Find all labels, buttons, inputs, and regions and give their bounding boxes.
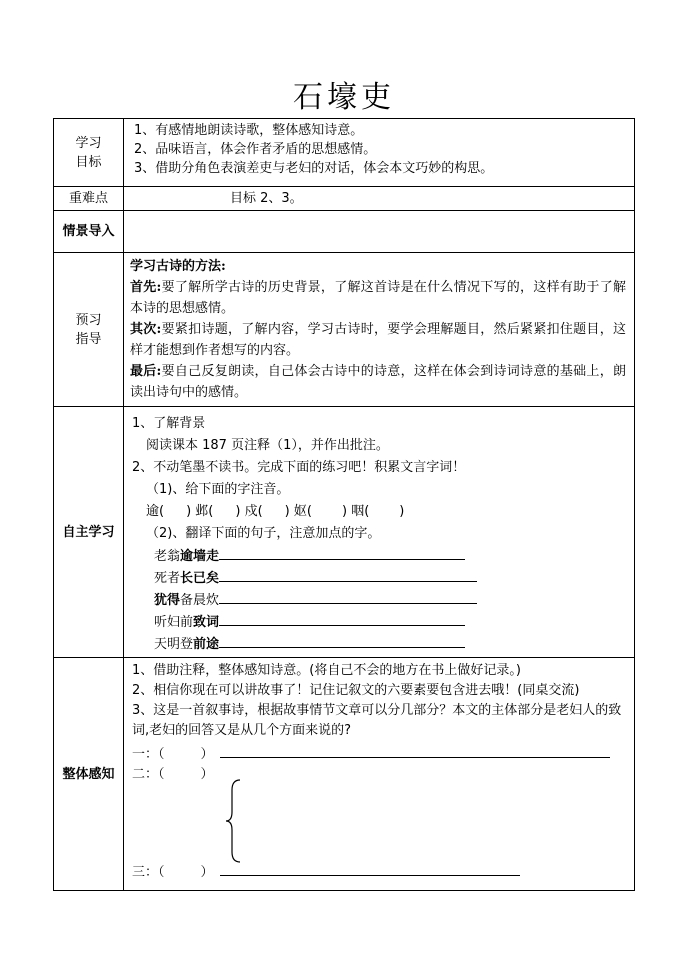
translation-line[interactable] bbox=[219, 633, 465, 648]
translate-row bbox=[154, 567, 628, 589]
overview-item: 2、相信你现在可以讲故事了！记住记叙文的六要素要包含进去哦！(同桌交流) bbox=[132, 683, 580, 698]
preview-item bbox=[130, 361, 626, 403]
preview-item-lead: 最后: bbox=[130, 364, 162, 379]
self-study-sub1: （1)、给下面的字注音。 bbox=[146, 482, 290, 497]
lesson-table bbox=[53, 118, 635, 891]
preview-item-lead: 首先: bbox=[130, 280, 162, 295]
translate-row bbox=[154, 633, 628, 655]
paren-close: ） bbox=[200, 767, 214, 782]
part-row bbox=[132, 765, 628, 785]
sentence-pre: 天明登 bbox=[154, 637, 194, 652]
preview-item-text: 要紧扣诗题，了解内容，学习古诗时，要学会理解题目，然后紧紧扣住题目，这样才能想到作者想写的内容。 bbox=[130, 322, 626, 358]
sentence-key: 长已矣 bbox=[180, 571, 220, 586]
sentence-key: 犹得 bbox=[154, 593, 181, 608]
part-label: 一： bbox=[132, 747, 159, 762]
pinyin-char: 妪( bbox=[293, 504, 312, 519]
translate-row bbox=[154, 611, 628, 633]
goals-label-line1: 学习 bbox=[75, 135, 102, 151]
key-points-text: 目标 2、3。 bbox=[230, 191, 303, 206]
goal-item: 3、借助分角色表演差吏与老妇的对话，体会本文巧妙的构思。 bbox=[134, 161, 494, 176]
key-points-label: 重难点 bbox=[54, 187, 124, 211]
sentence-key: 致词 bbox=[193, 615, 220, 630]
goal-item: 2、品味语言，体会作者矛盾的思想感情。 bbox=[134, 142, 377, 157]
overview-row bbox=[54, 658, 635, 891]
preview-label bbox=[54, 253, 124, 407]
intro-content[interactable] bbox=[124, 211, 635, 253]
overview-content bbox=[124, 658, 635, 891]
self-study-item2: 2、不动笔墨不读书。完成下面的练习吧！积累文言字词！ bbox=[132, 460, 466, 475]
pinyin-char: 咽( bbox=[351, 504, 370, 519]
overview-item: 3、这是一首叙事诗，根据故事情节文章可以分几部分？本文的主体部分是老妇人的致词,老妇的回答又是从几个方面来说的? bbox=[132, 703, 622, 738]
preview-item-lead: 其次: bbox=[130, 322, 162, 337]
goal-item: 1、有感情地朗读诗歌，整体感知诗意。 bbox=[134, 123, 364, 138]
intro-label: 情景导入 bbox=[54, 211, 124, 253]
key-points-content bbox=[124, 187, 635, 211]
preview-item-text: 要自己反复朗读，自己体会古诗中的诗意，这样在体会到诗词诗意的基础上，朗读出诗句中的感情。 bbox=[130, 364, 626, 400]
part-row bbox=[132, 861, 520, 883]
overview-item: 1、借助注释，整体感知诗意。(将自己不会的地方在书上做好记录。) bbox=[132, 663, 521, 678]
paren-open: （ bbox=[158, 767, 165, 782]
self-study-sub2: （2)、翻译下面的句子，注意加点的字。 bbox=[146, 526, 381, 541]
preview-content bbox=[124, 253, 635, 407]
sentence-key: 逾墙走 bbox=[180, 549, 220, 564]
pinyin-close: ) bbox=[399, 504, 405, 519]
self-study-item1: 1、了解背景 bbox=[132, 416, 206, 431]
self-study-label: 自主学习 bbox=[54, 407, 124, 658]
preview-row bbox=[54, 253, 635, 407]
preview-item bbox=[130, 277, 626, 319]
translation-line[interactable] bbox=[219, 589, 477, 604]
preview-heading: 学习古诗的方法: bbox=[130, 259, 226, 274]
paren-open: （ bbox=[158, 865, 165, 880]
preview-item bbox=[130, 319, 626, 361]
pinyin-close: ) bbox=[235, 504, 241, 519]
goals-label bbox=[54, 119, 124, 187]
pinyin-close: ) bbox=[284, 504, 290, 519]
key-points-row bbox=[54, 187, 635, 211]
self-study-row bbox=[54, 407, 635, 658]
pinyin-char: 逾( bbox=[146, 504, 165, 519]
translation-line[interactable] bbox=[219, 567, 477, 582]
paren-close: ） bbox=[200, 865, 214, 880]
preview-item-text: 要了解所学古诗的历史背景，了解这首诗是在什么情况下写的，这样有助于了解本诗的思想感情。 bbox=[130, 280, 626, 316]
preview-label-line1: 预习 bbox=[75, 312, 102, 328]
answer-line[interactable] bbox=[220, 743, 610, 758]
goals-content bbox=[124, 119, 635, 187]
sentence-key: 前途 bbox=[193, 637, 220, 652]
page-title: 石壕吏 bbox=[293, 80, 395, 115]
pinyin-char: 邺( bbox=[195, 504, 214, 519]
pinyin-row bbox=[132, 501, 628, 523]
part-label: 二： bbox=[132, 767, 159, 782]
goals-label-line2: 目标 bbox=[75, 154, 102, 170]
answer-line[interactable] bbox=[220, 861, 520, 876]
translation-line[interactable] bbox=[219, 611, 465, 626]
self-study-item1-sub: 阅读课本 187 页注释（1），并作出批注。 bbox=[146, 438, 389, 453]
intro-row bbox=[54, 211, 635, 253]
sentence-pre: 死者 bbox=[154, 571, 181, 586]
sentence-pre: 听妇前 bbox=[154, 615, 194, 630]
overview-label: 整体感知 bbox=[54, 658, 124, 891]
goals-row bbox=[54, 119, 635, 187]
part-label: 三： bbox=[132, 865, 159, 880]
pinyin-char: 戍( bbox=[244, 504, 263, 519]
sentence-pre: 老翁 bbox=[154, 549, 181, 564]
translation-line[interactable] bbox=[219, 545, 465, 560]
translate-row bbox=[154, 589, 628, 611]
pinyin-close: ) bbox=[186, 504, 192, 519]
preview-label-line2: 指导 bbox=[75, 331, 102, 347]
self-study-content bbox=[124, 407, 635, 658]
part-row bbox=[132, 743, 628, 765]
curly-brace-icon bbox=[224, 778, 244, 864]
translate-row bbox=[154, 545, 628, 567]
paren-close: ） bbox=[200, 747, 214, 762]
paren-open: （ bbox=[158, 747, 165, 762]
pinyin-close: ) bbox=[341, 504, 348, 519]
sentence-post: 备晨炊 bbox=[180, 593, 220, 608]
